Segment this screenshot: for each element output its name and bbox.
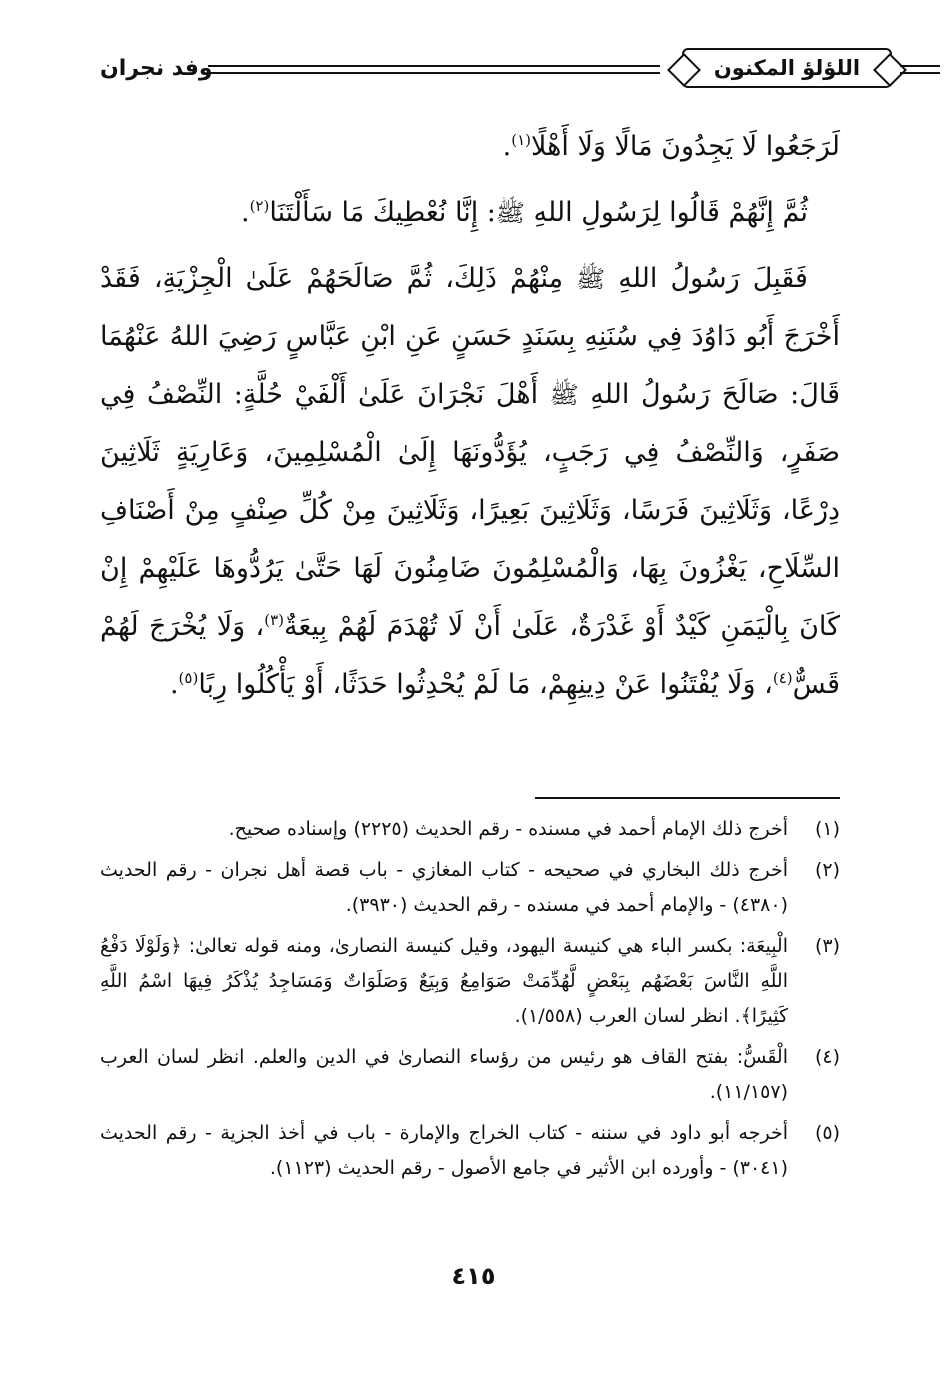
footnote-separator: [535, 797, 840, 799]
paragraph-1: لَرَجَعُوا لَا يَجِدُونَ مَالًا وَلَا أَهْلًا$^{(١)}$.: [502, 131, 840, 162]
footnote-ref-3: (٣): [264, 611, 285, 629]
book-title-cartouche: [682, 48, 892, 88]
footnote-ref-2: (٢): [249, 197, 270, 215]
footnote-3: [100, 929, 840, 1034]
salawat-glyph: ﷺ: [549, 381, 579, 409]
book-title: اللؤلؤ المكنون: [713, 56, 861, 80]
footnote-ref-5: (٥): [178, 669, 199, 687]
footnotes: [100, 812, 840, 1192]
paragraph-3: فَقَبِلَ رَسُولُ اللهِ ﷺ مِنْهُمْ ذَلِكَ، ثُمَّ صَالَحَهُمْ عَلَىٰ الْجِزْيَةِ، فَقَدْ أَخْرَجَ أَبُو دَاوُدَ فِي سُنَنِهِ بِسَنَدٍ حَسَنٍ عَنِ ابْنِ عَبَّاسٍ رَضِيَ اللهُ عَنْهُمَا قَالَ: صَالَحَ رَسُولُ اللهِ ﷺ أَهْلَ نَجْرَانَ عَلَىٰ أَلْفَيْ حُلَّةٍ: النِّصْفُ فِي صَفَرٍ، وَالنِّصْفُ فِي رَجَبٍ، يُؤَدُّونَهَا إِلَىٰ الْمُسْلِمِينَ، وَعَارِيَةٍ ثَلَاثِينَ دِرْعًا، وَثَلَاثِينَ فَرَسًا، وَثَلَاثِينَ بَعِيرًا، وَثَلَاثِينَ مِنْ كُلِّ صِنْفٍ مِنْ أَصْنَافِ السِّلَاحِ، يَغْزُونَ بِهَا، وَالْمُسْلِمُونَ ضَامِنُونَ لَهَا حَتَّىٰ يَرُدُّوهَا عَلَيْهِمْ إِنْ كَانَ بِالْيَمَنِ كَيْدٌ أَوْ غَدْرَةٌ، عَلَىٰ أَنْ لَا تُهْدَمَ لَهُمْ بِيعَةٌ$^{(٣)}$، وَلَا يُخْرَجَ لَهُمْ قَسٌّ$^{(٤)}$، وَلَا يُفْتَنُوا عَنْ دِينِهِمْ، مَا لَمْ يُحْدِثُوا حَدَثًا، أَوْ يَأْكُلُوا رِبًا$^{(٥)}$.: [100, 263, 840, 700]
footnote-2: [100, 853, 840, 923]
header-rule-left: [208, 65, 660, 74]
footnote-text: أخرج ذلك البخاري في صحيحه - كتاب المغازي - باب قصة أهل نجران - رقم الحديث (٤٣٨٠) - والإمام أحمد في مسنده - رقم الحديث (٣٩٣٠).: [100, 859, 788, 916]
footnote-ref-1: (١): [511, 131, 532, 149]
footnote-number: (٣): [814, 935, 840, 957]
page-number: ٤١٥: [451, 1262, 496, 1290]
footnote-text: أخرجه أبو داود في سننه - كتاب الخراج والإمارة - باب في أخذ الجزية - رقم الحديث (٣٠٤١) - وأورده ابن الأثير في جامع الأصول - رقم الحديث (١١٢٣).: [100, 1122, 788, 1179]
footnote-text: الْبِيعَة: بكسر الباء هي كنيسة اليهود، وقيل كنيسة النصارىٰ، ومنه قوله تعالىٰ: ﴿وَلَوْلَا دَفْعُ اللَّهِ النَّاسَ بَعْضَهُم بِبَعْضٍ لَّهُدِّمَتْ صَوَامِعُ وَبِيَعٌ وَصَلَوَاتٌ وَمَسَاجِدُ يُذْكَرُ فِيهَا اسْمُ اللَّهِ كَثِيرًا﴾. انظر لسان العرب (١/٥٥٨).: [100, 935, 788, 1027]
footnote-number: (٤): [814, 1046, 840, 1068]
footnote-text: الْقَسُّ: بفتح القاف هو رئيس من رؤساء النصارىٰ في الدين والعلم. انظر لسان العرب (١١/١٥٧).: [100, 1046, 788, 1103]
salawat-glyph: ﷺ: [576, 265, 606, 293]
salawat-glyph: ﷺ: [495, 199, 525, 227]
header-rule-right: [900, 65, 940, 74]
main-text: [100, 118, 840, 722]
running-header: [100, 48, 861, 94]
footnote-number: (٥): [814, 1122, 840, 1144]
footnote-5: [100, 1116, 840, 1186]
footnote-number: (٢): [814, 859, 840, 881]
paragraph-2: ثُمَّ إِنَّهُمْ قَالُوا لِرَسُولِ اللهِ ﷺ: إِنَّا نُعْطِيكَ مَا سَأَلْتَنَا$^{(٢)}$.: [240, 197, 808, 228]
footnote-number: (١): [814, 818, 840, 840]
footnote-text: أخرج ذلك الإمام أحمد في مسنده - رقم الحديث (٢٢٢٥) وإسناده صحيح.: [228, 818, 788, 840]
footnote-ref-4: (٤): [772, 669, 793, 687]
footnote-1: [100, 812, 840, 847]
chapter-title: وفد نجران: [100, 56, 213, 81]
footnote-4: [100, 1040, 840, 1110]
